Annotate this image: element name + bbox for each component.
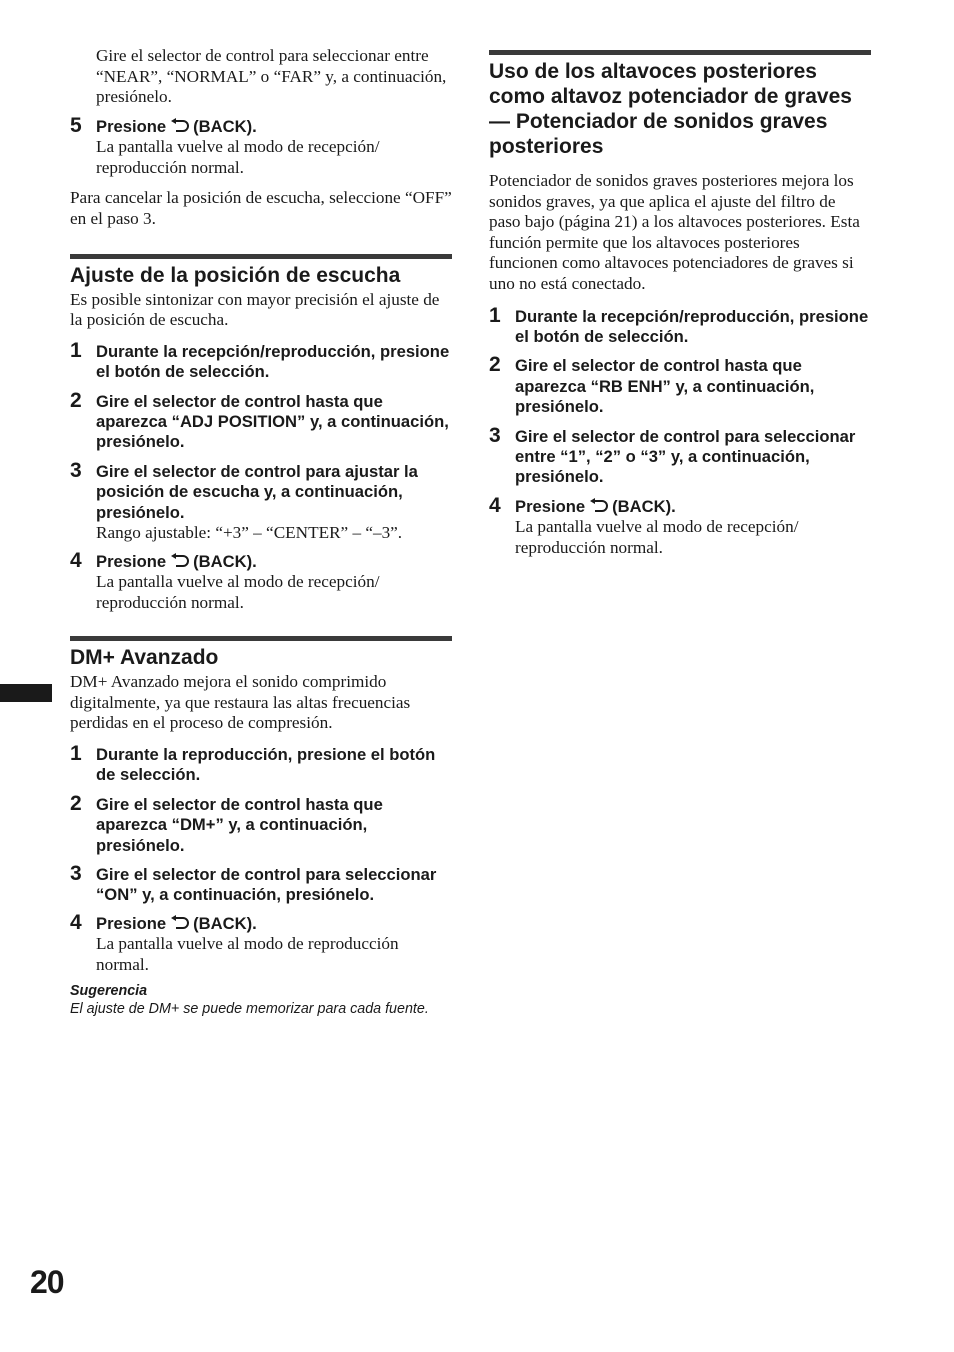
step-text: Durante la recepción/reproducción, presione el botón de selección. [515,306,869,346]
step-2 [70,388,452,453]
step-3 [70,862,452,906]
step-2 [489,353,871,417]
step-text: Gire el selector de control hasta que aparezca “ADJ POSITION” y, a continuación, presiónelo. [96,391,449,452]
step-text-post: (BACK). [612,496,676,516]
section-rule [489,50,871,55]
section-intro: Potenciador de sonidos graves posteriores mejora los sonidos graves, ya que aplica el ajuste del filtro de paso bajo (página 21) a los altavoces posteriores. Esta función permite que los altavoces posteriores funcionen como altavoces potenciadores de graves si uno no está conectado. [489,171,860,293]
left-column [70,0,452,1018]
step-3 [70,458,452,544]
step-text: Durante la reproducción, presione el botón de selección. [96,744,436,785]
step-1 [70,338,452,383]
step-number: 4 [489,493,501,517]
section-heading-dm: DM+ Avanzado [70,646,219,670]
step-subtext: Rango ajustable: “+3” – “CENTER” – “–3”. [96,523,403,542]
back-arrow-icon [170,118,190,134]
step-text-post: (BACK). [193,116,257,136]
step-number: 3 [70,458,82,482]
step-subtext: La pantalla vuelve al modo de recepción/ reproducción normal. [515,517,799,557]
step-4 [70,910,452,976]
step-number: 4 [70,548,82,572]
section-rule [70,636,452,641]
step-1 [489,303,871,348]
step-3 [489,423,871,488]
step-text-pre: Presione [96,116,167,136]
step-4 [489,493,871,559]
step-subtext: La pantalla vuelve al modo de recepción/ reproducción normal. [96,137,380,177]
tip-text: El ajuste de DM+ se puede memorizar para cada fuente. [70,1001,429,1018]
section-intro: DM+ Avanzado mejora el sonido comprimido digitalmente, ya que restaura las altas frecuencias perdidas en el proceso de compresión. [70,672,411,733]
step-number: 1 [70,741,82,765]
step-number: 3 [489,423,501,447]
step-subtext: La pantalla vuelve al modo de recepción/ reproducción normal. [96,572,380,612]
continued-step-text: Gire el selector de control para seleccionar entre “NEAR”, “NORMAL” o “FAR” y, a continuación, presiónelo. [96,46,447,107]
step-1 [70,741,452,786]
section-heading-ajuste: Ajuste de la posición de escucha [70,263,401,287]
side-tab-marker [0,684,52,702]
section-intro: Es posible sintonizar con mayor precisión el ajuste de la posición de escucha. [70,289,440,330]
section-rule [70,254,452,259]
step-text [515,497,871,517]
step-number: 1 [70,338,82,362]
step-text [96,552,452,572]
step-number: 4 [70,910,82,934]
step-text-pre: Presione [96,913,167,933]
back-arrow-icon [589,498,609,514]
step-number: 3 [70,862,82,885]
back-arrow-icon [170,915,190,931]
back-arrow-icon [170,553,190,569]
step-number: 5 [70,113,82,137]
step-text-post: (BACK). [193,551,257,571]
tip-title: Sugerencia [70,983,148,1000]
page-number: 20 [30,1264,64,1300]
step-text-pre: Presione [515,496,586,516]
step-text-pre: Presione [96,551,167,571]
step-text: Gire el selector de control hasta que aparezca “DM+” y, a continuación, presiónelo. [96,794,383,855]
step-4 [70,548,452,614]
step-text: Gire el selector de control para seleccionar entre “1”, “2” o “3” y, a continuación, presiónelo. [515,426,856,487]
step-text [96,914,452,934]
step-text: Gire el selector de control para seleccionar “ON” y, a continuación, presiónelo. [96,865,437,905]
step-5 [70,113,452,179]
right-column [489,0,871,558]
step-text: Gire el selector de control para ajustar la posición de escucha y, a continuación, presiónelo. [96,461,418,522]
step-text: Gire el selector de control hasta que aparezca “RB ENH” y, a continuación, presiónelo. [515,356,815,417]
cancel-note: Para cancelar la posición de escucha, seleccione “OFF” en el paso 3. [70,188,452,228]
step-text [96,117,452,137]
step-number: 2 [70,388,82,412]
step-2 [70,791,452,856]
step-subtext: La pantalla vuelve al modo de reproducción normal. [96,934,399,974]
section-heading-rear-bass: Uso de los altavoces posteriores como altavoz potenciador de graves — Potenciador de sonidos graves posteriores [489,60,852,158]
step-number: 1 [489,303,501,327]
step-number: 2 [70,791,82,815]
step-text-post: (BACK). [193,913,257,933]
step-number: 2 [489,353,501,377]
step-text: Durante la recepción/reproducción, presione el botón de selección. [96,341,450,382]
